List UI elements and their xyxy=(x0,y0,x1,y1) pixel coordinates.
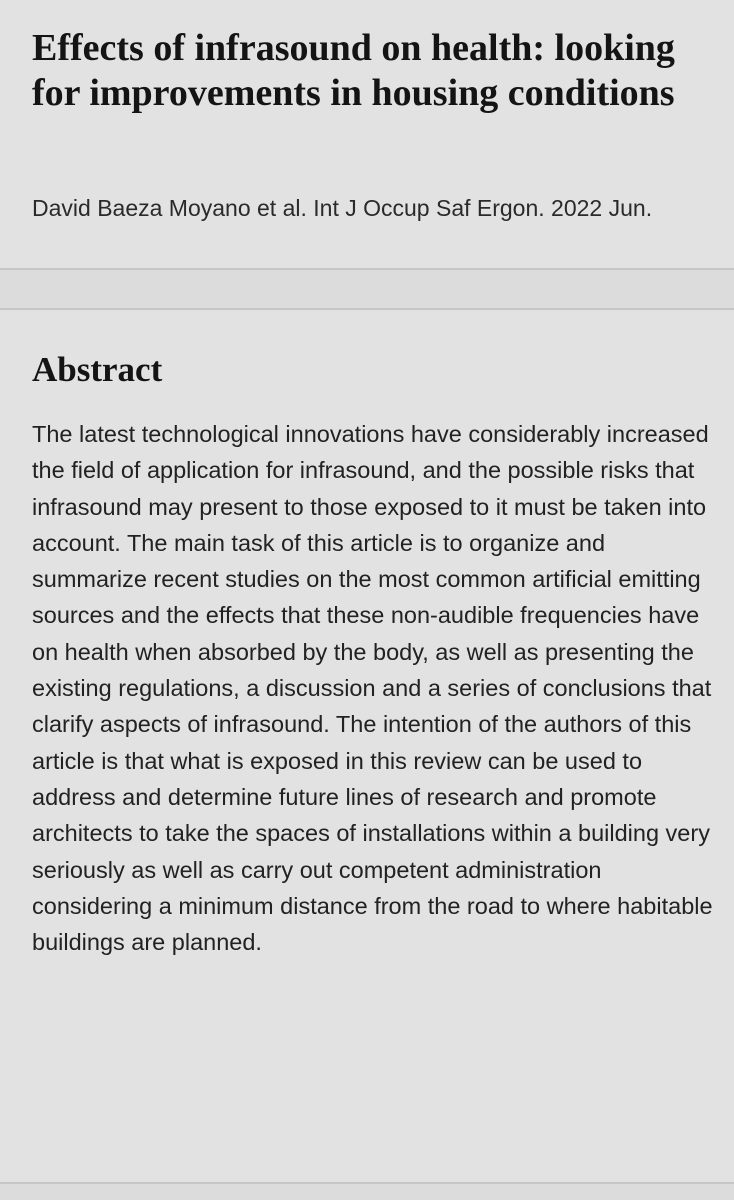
abstract-card xyxy=(0,308,734,1184)
abstract-text: The latest technological innovations have considerably increased the field of application for infrasound, and the possible risks that infrasound may present to those exposed to it must be taken into account. The main task of this article is to organize and summarize recent studies on the most common artificial emitting sources and the effects that these non-audible frequencies have on health when absorbed by the body, as well as presenting the existing regulations, a discussion and a series of conclusions that clarify aspects of infrasound. The intention of the authors of this article is that what is exposed in this review can be used to address and determine future lines of research and promote architects to take the spaces of installations within a building very seriously as well as carry out competent administration considering a minimum distance from the road to where habitable buildings are planned. xyxy=(32,421,713,956)
article-citation: David Baeza Moyano et al. Int J Occup Saf Ergon. 2022 Jun. xyxy=(32,195,653,221)
article-header-card xyxy=(0,0,734,270)
abstract-heading: Abstract xyxy=(32,350,163,389)
article-title: Effects of infrasound on health: looking for improvements in housing conditions xyxy=(32,27,675,114)
